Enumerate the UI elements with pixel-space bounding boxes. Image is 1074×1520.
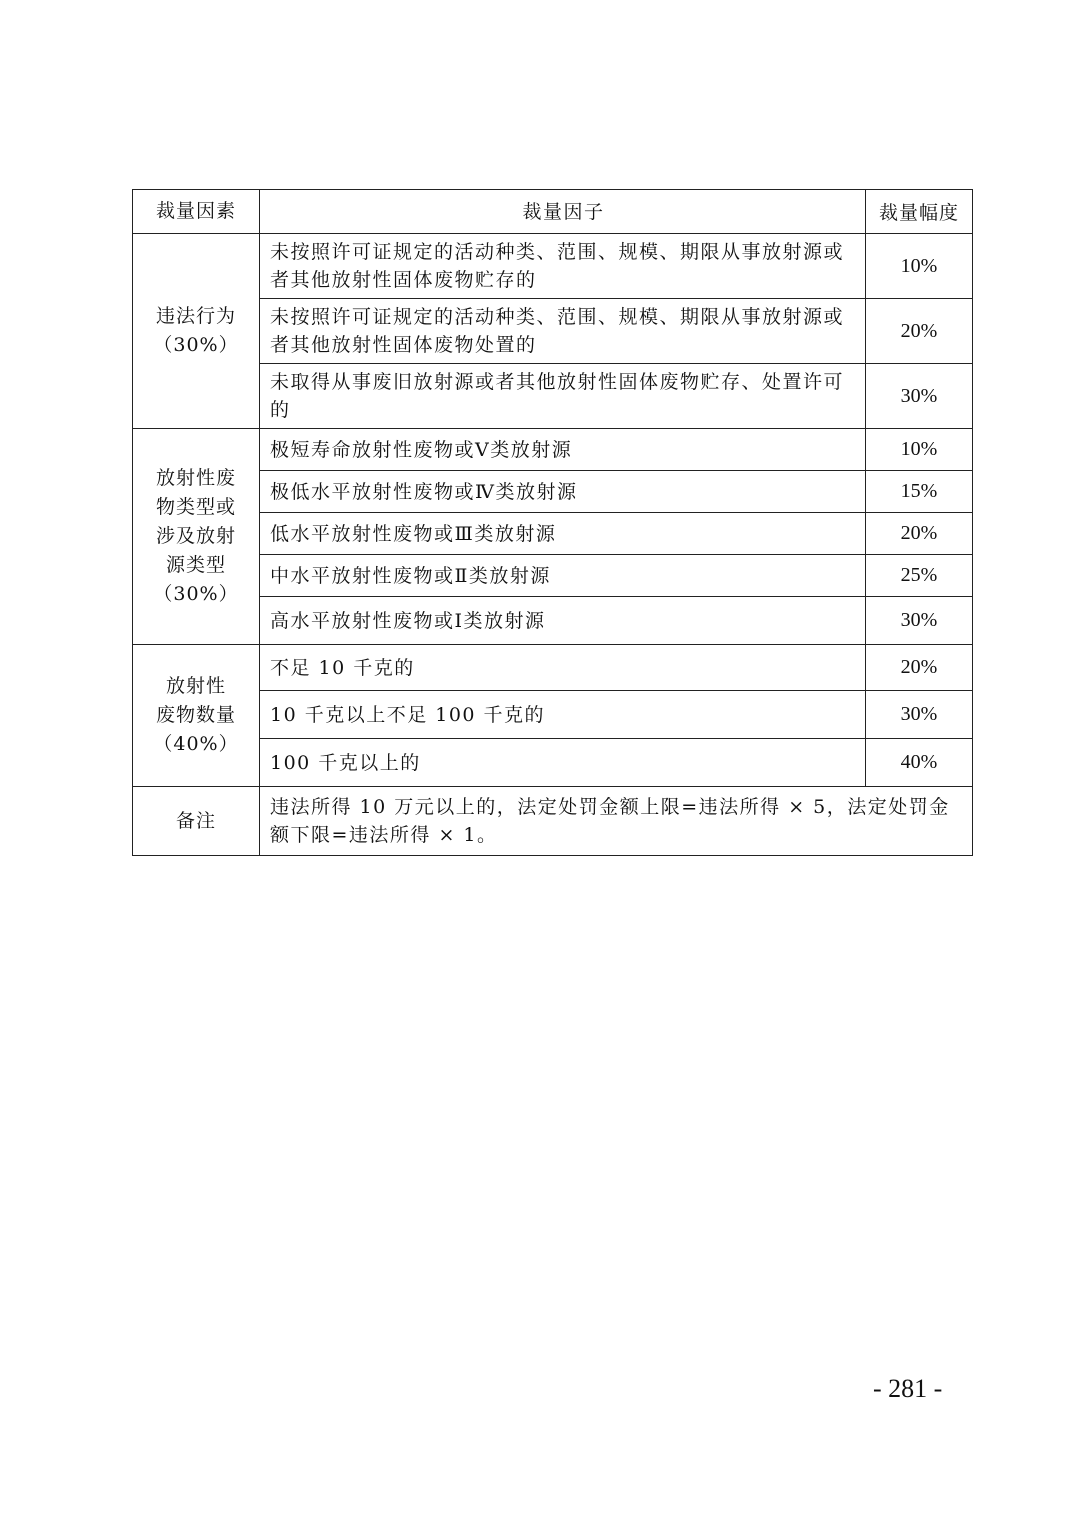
page-number: - 281 -	[873, 1374, 943, 1403]
row-range: 10%	[866, 234, 973, 299]
group-factor-violation: 违法行为 （30%）	[133, 234, 260, 429]
note-label: 备注	[133, 787, 260, 856]
row-item: 100 千克以上的	[260, 739, 866, 787]
row-range: 10%	[866, 429, 973, 471]
row-range: 20%	[866, 513, 973, 555]
row-item: 中水平放射性废物或Ⅱ类放射源	[260, 555, 866, 597]
table-header-row	[133, 190, 973, 234]
row-range: 15%	[866, 471, 973, 513]
header-range: 裁量幅度	[866, 190, 973, 234]
group-factor-waste-type: 放射性废 物类型或 涉及放射 源类型 （30%）	[133, 429, 260, 645]
row-item: 未按照许可证规定的活动种类、范围、规模、期限从事放射源或者其他放射性固体废物贮存的	[260, 234, 866, 299]
row-range: 30%	[866, 364, 973, 429]
header-item: 裁量因子	[260, 190, 866, 234]
row-item: 不足 10 千克的	[260, 645, 866, 691]
row-range: 30%	[866, 597, 973, 645]
row-range: 20%	[866, 299, 973, 364]
row-item: 低水平放射性废物或Ⅲ类放射源	[260, 513, 866, 555]
row-range: 20%	[866, 645, 973, 691]
note-text: 违法所得 10 万元以上的，法定处罚金额上限=违法所得 × 5，法定处罚金额下限=违法所得 × 1。	[260, 787, 973, 856]
row-item: 未取得从事废旧放射源或者其他放射性固体废物贮存、处置许可的	[260, 364, 866, 429]
note-row	[133, 787, 973, 856]
table-row	[133, 645, 973, 691]
row-item: 高水平放射性废物或Ⅰ类放射源	[260, 597, 866, 645]
discretion-table	[132, 189, 973, 856]
row-range: 30%	[866, 691, 973, 739]
row-item: 未按照许可证规定的活动种类、范围、规模、期限从事放射源或者其他放射性固体废物处置的	[260, 299, 866, 364]
row-range: 25%	[866, 555, 973, 597]
row-item: 极低水平放射性废物或Ⅳ类放射源	[260, 471, 866, 513]
row-range: 40%	[866, 739, 973, 787]
row-item: 极短寿命放射性废物或Ⅴ类放射源	[260, 429, 866, 471]
table-row	[133, 429, 973, 471]
table-row	[133, 234, 973, 299]
header-factor: 裁量因素	[133, 190, 260, 234]
group-factor-waste-quantity: 放射性 废物数量 （40%）	[133, 645, 260, 787]
row-item: 10 千克以上不足 100 千克的	[260, 691, 866, 739]
